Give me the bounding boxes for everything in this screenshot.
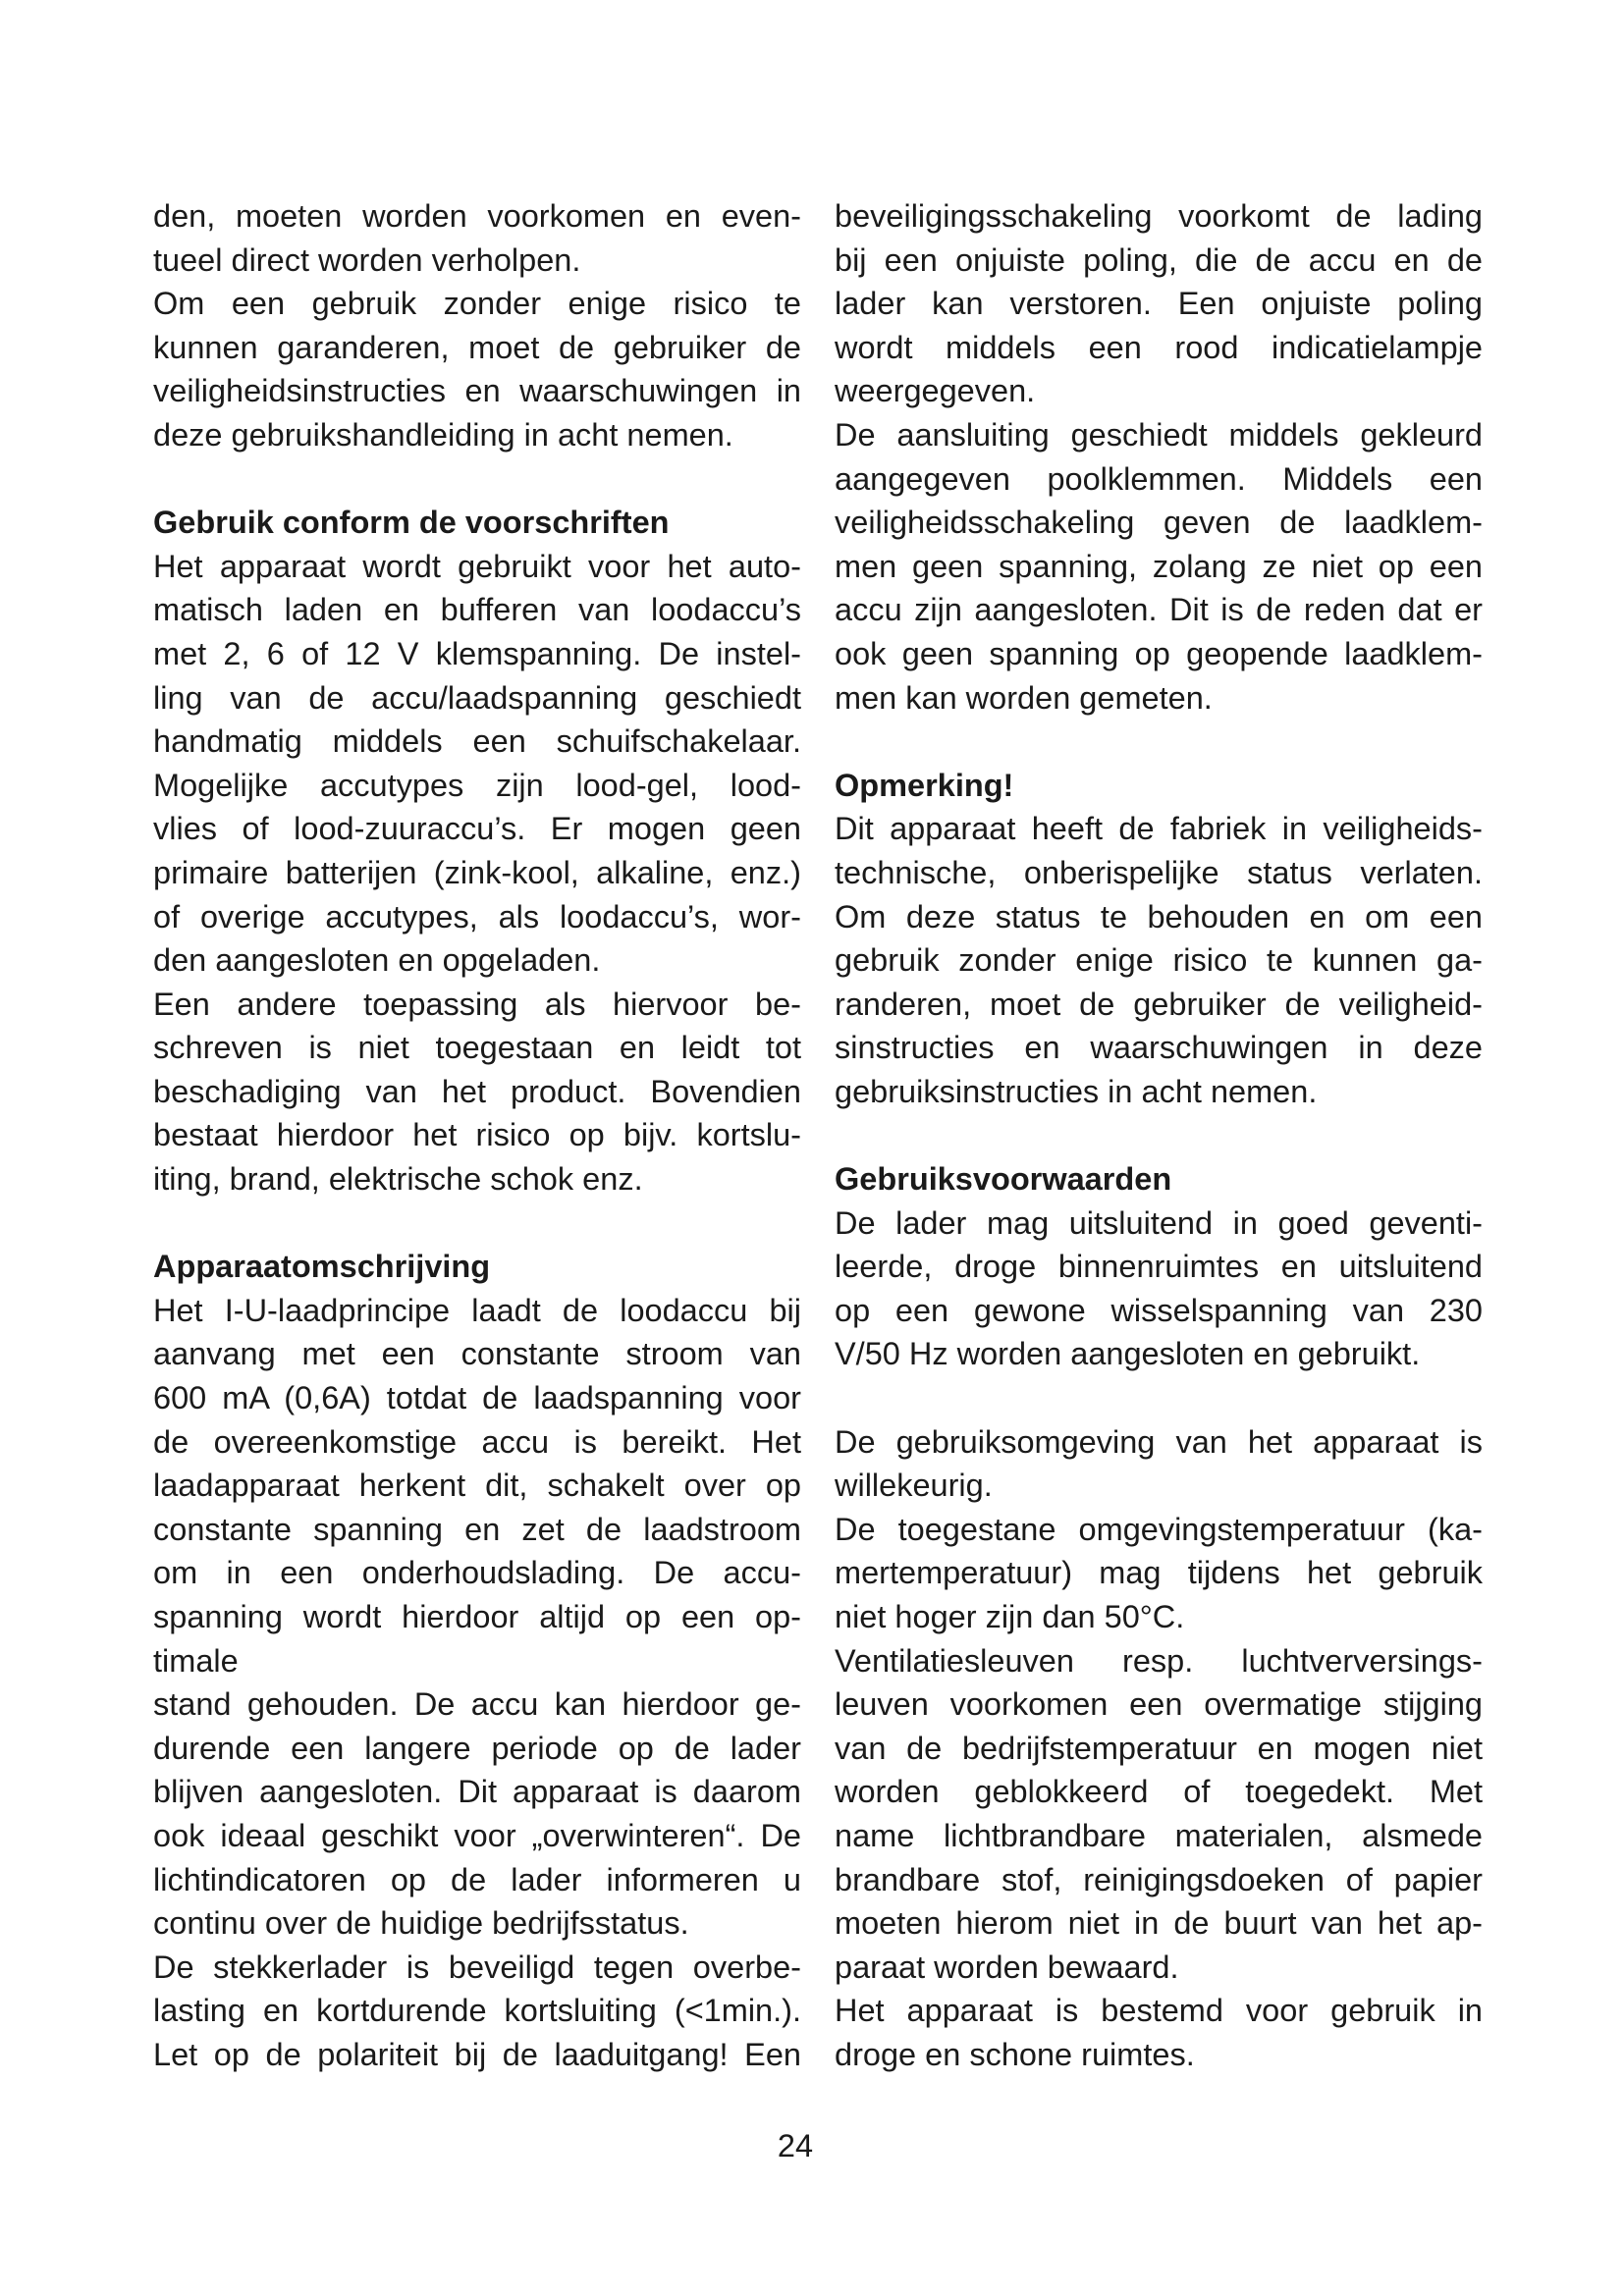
text-line: De aansluiting geschiedt middels gekleurd [835, 416, 1483, 453]
text-line: beschadiging van het product. Bovendien [153, 1073, 801, 1109]
text-line: technische, onberispelijke status verlaten. [835, 854, 1483, 890]
text-line: Het apparaat wordt gebruikt voor het auto- [153, 548, 801, 584]
text-line: bestaat hierdoor het risico op bijv. kortslu- [153, 1117, 801, 1153]
text-line: willekeurig. [835, 1468, 993, 1504]
text-line: aanvang met een constante stroom van [153, 1336, 801, 1372]
section-heading: Gebruiksvoorwaarden [835, 1161, 1172, 1198]
text-line: of overige accutypes, als loodaccu’s, wor- [153, 898, 801, 934]
text-line: iting, brand, elektrische schok enz. [153, 1161, 643, 1198]
paragraph-gap [153, 457, 801, 502]
section-heading: Gebruik conform de voorschriften [153, 505, 670, 541]
text-line: paraat worden bewaard. [835, 1949, 1179, 1985]
paragraph [153, 1289, 801, 2077]
text-line: continu over de huidige bedrijfsstatus. [153, 1905, 689, 1942]
text-line: moeten hierom niet in de buurt van het ap- [835, 1905, 1483, 1942]
text-line: ook ideaal geschikt voor „overwinteren“. De [153, 1817, 801, 1853]
text-line: leerde, droge binnenruimtes en uitsluitend [835, 1249, 1483, 1285]
text-line: mertemperatuur) mag tijdens het gebruik [835, 1555, 1483, 1591]
text-line: om in een onderhoudslading. De accu- [153, 1555, 801, 1591]
text-line: ling van de accu/laadspanning geschiedt [153, 679, 801, 716]
text-line: sinstructies en waarschuwingen in deze [835, 1030, 1483, 1066]
right-column [835, 194, 1483, 2077]
text-line: De stekkerlader is beveiligd tegen overbe- [153, 1949, 801, 1985]
text-line: lader kan verstoren. Een onjuiste poling [835, 286, 1483, 322]
text-line: lichtindicatoren op de lader informeren u [153, 1861, 801, 1897]
section-heading: Apparaatomschrijving [153, 1249, 491, 1285]
text-line: veiligheidsinstructies en waarschuwingen in [153, 373, 801, 409]
text-line: De lader mag uitsluitend in goed geventi- [835, 1204, 1483, 1241]
text-line: veiligheidsschakeling geven de laadklem- [835, 505, 1483, 541]
text-line: primaire batterijen (zink-kool, alkaline, enz.) [153, 854, 801, 890]
text-line: accu zijn aangesloten. Dit is de reden dat er [835, 592, 1483, 628]
paragraph [835, 1420, 1483, 2077]
text-line: randeren, moet de gebruiker de veiligheid- [835, 986, 1483, 1022]
text-line: van de bedrijfstemperatuur en mogen niet [835, 1730, 1483, 1766]
text-line: de overeenkomstige accu is bereikt. Het [153, 1423, 801, 1460]
text-line: den aangesloten en opgeladen. [153, 942, 601, 979]
text-line: Het I-U-laadprincipe laadt de loodaccu bij [153, 1292, 801, 1328]
text-line: ook geen spanning op geopende laadklem- [835, 635, 1483, 671]
text-line: op een gewone wisselspanning van 230 [835, 1292, 1483, 1328]
text-line: spanning wordt hierdoor altijd op een op- [153, 1599, 801, 1634]
text-line: beveiligingsschakeling voorkomt de lading [835, 198, 1483, 234]
text-line: gebruiksinstructies in acht nemen. [835, 1073, 1318, 1109]
text-line: bij een onjuiste poling, die de accu en de [835, 241, 1483, 278]
text-line: V/50 Hz worden aangesloten en gebruikt. [835, 1336, 1421, 1372]
left-column [153, 194, 801, 2077]
text-line: Let op de polariteit bij de laaduitgang! Een [153, 2036, 801, 2072]
text-line: aangegeven poolklemmen. Middels een [835, 460, 1483, 497]
text-line: stand gehouden. De accu kan hierdoor ge- [153, 1686, 801, 1723]
page-number: 24 [777, 2128, 814, 2163]
text-line: weergegeven. [835, 373, 1036, 409]
text-line: blijven aangesloten. Dit apparaat is daarom [153, 1774, 801, 1810]
paragraph-gap [835, 720, 1483, 764]
text-line: De toegestane omgevingstemperatuur (ka- [835, 1511, 1483, 1547]
text-line: constante spanning en zet de laadstroom [153, 1511, 801, 1547]
text-line: deze gebruikshandleiding in acht nemen. [153, 416, 733, 453]
text-line: men kan worden gemeten. [835, 679, 1213, 716]
text-line: name lichtbrandbare materialen, alsmede [835, 1817, 1483, 1853]
text-line: niet hoger zijn dan 50°C. [835, 1599, 1185, 1634]
text-line: Het apparaat is bestemd voor gebruik in [835, 1993, 1483, 2029]
text-line: durende een langere periode op de lader [153, 1730, 801, 1766]
section-heading: Opmerking! [835, 767, 1014, 803]
text-line: timale [153, 1642, 239, 1679]
text-line: Een andere toepassing als hiervoor be- [153, 986, 801, 1022]
text-line: lasting en kortdurende kortsluiting (<1min.). [153, 1993, 801, 2029]
paragraph [835, 807, 1483, 1113]
text-line: matisch laden en bufferen van loodaccu’s [153, 592, 801, 628]
paragraph [153, 194, 801, 457]
paragraph [835, 1201, 1483, 1376]
text-line: den, moeten worden voorkomen en even- [153, 198, 801, 234]
paragraph-gap [835, 1376, 1483, 1420]
paragraph-gap [153, 1201, 801, 1246]
text-line: Dit apparaat heeft de fabriek in veiligheids- [835, 811, 1483, 847]
paragraph [153, 545, 801, 1201]
text-line: worden geblokkeerd of toegedekt. Met [835, 1774, 1483, 1810]
text-line: laadapparaat herkent dit, schakelt over op [153, 1468, 801, 1504]
text-line: De gebruiksomgeving van het apparaat is [835, 1423, 1483, 1460]
text-line: wordt middels een rood indicatielampje [835, 329, 1483, 365]
text-line: tueel direct worden verholpen. [153, 241, 581, 278]
paragraph [835, 194, 1483, 720]
text-line: handmatig middels een schuifschakelaar. [153, 723, 801, 760]
text-line: gebruik zonder enige risico te kunnen ga- [835, 942, 1483, 979]
text-line: vlies of lood-zuuraccu’s. Er mogen geen [153, 811, 801, 847]
text-line: leuven voorkomen een overmatige stijging [835, 1686, 1483, 1723]
text-line: Om deze status te behouden en om een [835, 898, 1483, 934]
text-line: Ventilatiesleuven resp. luchtverversings- [835, 1642, 1483, 1679]
text-line: kunnen garanderen, moet de gebruiker de [153, 329, 801, 365]
text-line: Om een gebruik zonder enige risico te [153, 286, 801, 322]
text-line: Mogelijke accutypes zijn lood-gel, lood- [153, 767, 801, 803]
text-line: men geen spanning, zolang ze niet op een [835, 548, 1483, 584]
text-line: brandbare stof, reinigingsdoeken of papier [835, 1861, 1483, 1897]
text-line: met 2, 6 of 12 V klemspanning. De instel- [153, 635, 801, 671]
text-line: schreven is niet toegestaan en leidt tot [153, 1030, 801, 1066]
text-line: droge en schone ruimtes. [835, 2036, 1195, 2072]
paragraph-gap [835, 1113, 1483, 1157]
text-line: 600 mA (0,6A) totdat de laadspanning voor [153, 1380, 801, 1416]
